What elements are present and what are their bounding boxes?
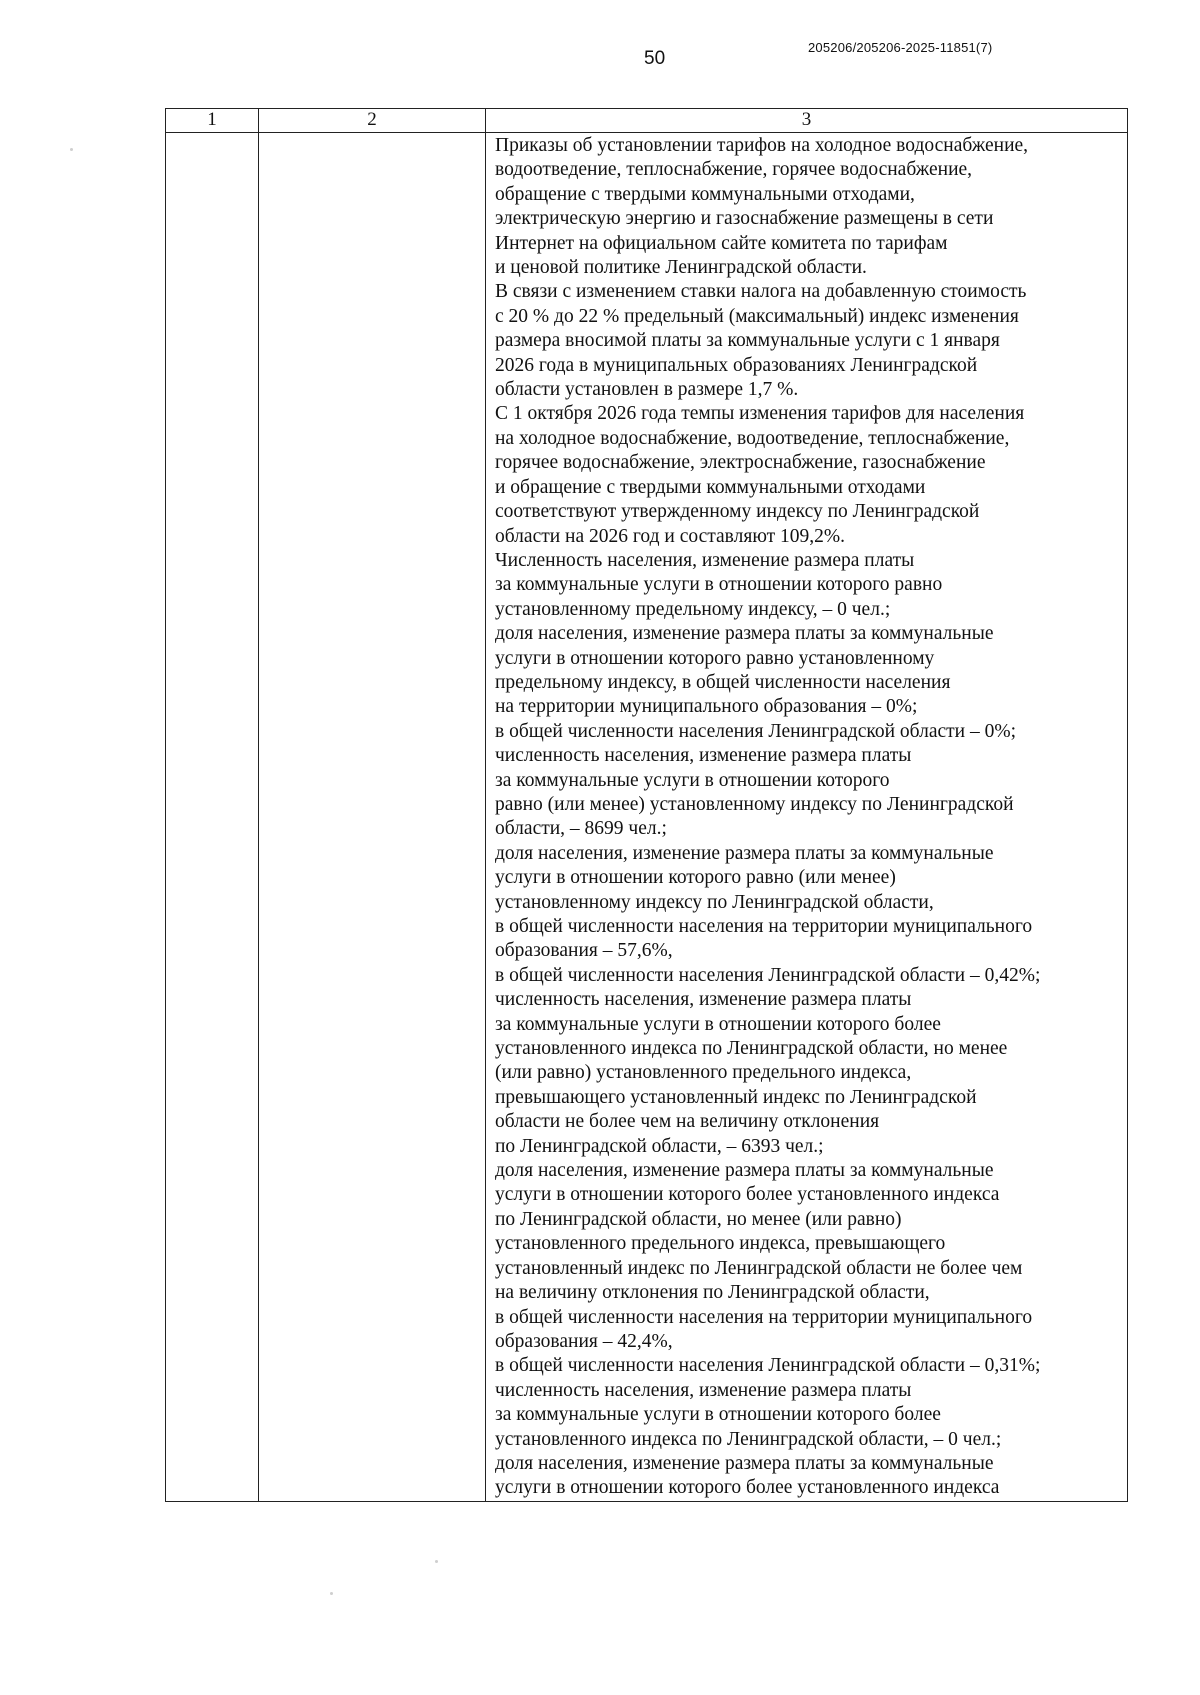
- scan-speck: [435, 1560, 438, 1563]
- text-line: численность населения, изменение размера платы: [495, 1379, 912, 1401]
- text-line: установленного индекса по Ленинградской области, но менее: [495, 1038, 1008, 1060]
- text-line: в общей численности населения на территории муниципального: [495, 1306, 1033, 1328]
- table-row: [166, 133, 1128, 1502]
- text-line: предельному индексу, в общей численности населения: [495, 671, 951, 693]
- document-id: 205206/205206-2025-11851(7): [808, 40, 993, 55]
- text-line: превышающего установленный индекс по Ленинградской: [495, 1086, 977, 1108]
- cell-col-1: [166, 133, 259, 1502]
- cell-text-block: [486, 133, 1127, 1501]
- text-line: за коммунальные услуги в отношении которого более: [495, 1013, 941, 1035]
- text-line: образования – 57,6%,: [495, 940, 673, 962]
- text-line: услуги в отношении которого более установленного индекса: [495, 1477, 1000, 1499]
- text-line: области не более чем на величину отклонения: [495, 1111, 880, 1133]
- text-line: в общей численности населения Ленинградской области – 0%;: [495, 720, 1017, 742]
- document-table: [165, 108, 1128, 1502]
- text-line: доля населения, изменение размера платы за коммунальные: [495, 842, 994, 864]
- text-line: доля населения, изменение размера платы за коммунальные: [495, 1452, 994, 1474]
- text-line: численность населения, изменение размера платы: [495, 989, 912, 1011]
- text-line: Приказы об установлении тарифов на холодное водоснабжение,: [495, 135, 1029, 156]
- text-line: электрическую энергию и газоснабжение размещены в сети: [495, 208, 994, 230]
- column-header-2: 2: [259, 109, 486, 133]
- cell-col-3: [486, 133, 1128, 1502]
- column-header-1: 1: [166, 109, 259, 133]
- text-line: в общей численности населения Ленинградской области – 0,42%;: [495, 964, 1041, 986]
- text-line: за коммунальные услуги в отношении которого более: [495, 1404, 941, 1426]
- text-line: горячее водоснабжение, электроснабжение, газоснабжение: [495, 452, 986, 474]
- text-line: установленного индекса по Ленинградской области, – 0 чел.;: [495, 1428, 1002, 1450]
- text-line: В связи с изменением ставки налога на добавленную стоимость: [495, 281, 1027, 303]
- text-line: на холодное водоснабжение, водоотведение, теплоснабжение,: [495, 427, 1010, 449]
- scan-speck: [330, 1592, 333, 1595]
- text-line: и ценовой политике Ленинградской области.: [495, 257, 867, 279]
- text-line: услуги в отношении которого равно (или менее): [495, 867, 896, 889]
- text-line: области, – 8699 чел.;: [495, 818, 667, 840]
- text-line: численность населения, изменение размера платы: [495, 745, 912, 767]
- text-line: и обращение с твердыми коммунальными отходами: [495, 476, 926, 498]
- text-line: установленного предельного индекса, превышающего: [495, 1233, 946, 1255]
- text-line: С 1 октября 2026 года темпы изменения тарифов для населения: [495, 403, 1025, 425]
- text-line: услуги в отношении которого более установленного индекса: [495, 1184, 1000, 1206]
- text-line: услуги в отношении которого равно установленному: [495, 647, 935, 669]
- text-line: доля населения, изменение размера платы за коммунальные: [495, 1160, 994, 1182]
- text-line: образования – 42,4%,: [495, 1330, 673, 1352]
- text-line: Интернет на официальном сайте комитета по тарифам: [495, 232, 948, 254]
- scan-speck: [70, 148, 73, 151]
- text-line: установленному предельному индексу, – 0 чел.;: [495, 598, 891, 620]
- cell-col-2: [259, 133, 486, 1502]
- text-line: области установлен в размере 1,7 %.: [495, 379, 799, 401]
- text-line: по Ленинградской области, но менее (или равно): [495, 1208, 902, 1230]
- text-line: за коммунальные услуги в отношении которого: [495, 769, 890, 791]
- text-line: по Ленинградской области, – 6393 чел.;: [495, 1135, 824, 1157]
- text-line: водоотведение, теплоснабжение, горячее водоснабжение,: [495, 159, 973, 181]
- text-line: на величину отклонения по Ленинградской области,: [495, 1282, 930, 1304]
- text-line: с 20 % до 22 % предельный (максимальный) индекс изменения: [495, 305, 1019, 327]
- page-number: 50: [644, 48, 666, 69]
- text-line: равно (или менее) установленному индексу по Ленинградской: [495, 793, 1014, 815]
- text-line: за коммунальные услуги в отношении которого равно: [495, 574, 943, 596]
- text-line: в общей численности населения Ленинградской области – 0,31%;: [495, 1355, 1041, 1377]
- text-line: установленному индексу по Ленинградской области,: [495, 891, 934, 913]
- text-line: соответствуют утвержденному индексу по Ленинградской: [495, 501, 980, 523]
- text-line: Численность населения, изменение размера платы: [495, 549, 915, 571]
- table-header-row: [166, 109, 1128, 133]
- text-line: (или равно) установленного предельного индекса,: [495, 1062, 912, 1084]
- text-line: размера вносимой платы за коммунальные услуги с 1 января: [495, 330, 1000, 352]
- text-line: 2026 года в муниципальных образованиях Ленинградской: [495, 354, 978, 376]
- text-line: доля населения, изменение размера платы за коммунальные: [495, 623, 994, 645]
- column-header-3: 3: [486, 109, 1128, 133]
- text-line: в общей численности населения на территории муниципального: [495, 916, 1033, 937]
- text-line: установленный индекс по Ленинградской области не более чем: [495, 1257, 1023, 1279]
- text-line: на территории муниципального образования – 0%;: [495, 696, 918, 718]
- text-line: области на 2026 год и составляют 109,2%.: [495, 525, 846, 547]
- text-line: обращение с твердыми коммунальными отходами,: [495, 183, 915, 205]
